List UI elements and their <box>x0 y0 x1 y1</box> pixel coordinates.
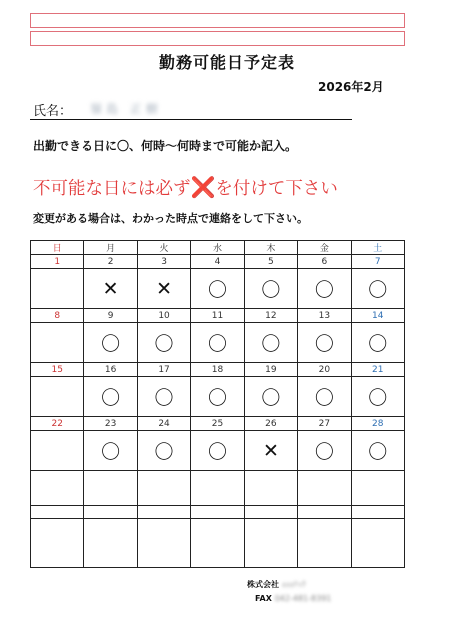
mark-cell[interactable]: 〇 <box>351 377 404 417</box>
mark-cell[interactable]: 〇 <box>298 431 351 471</box>
blank-cell[interactable] <box>31 506 84 519</box>
shift-calendar <box>30 240 405 568</box>
weekday-tue: 火 <box>137 241 190 255</box>
mark-cell[interactable]: 〇 <box>298 377 351 417</box>
weekday-wed: 水 <box>191 241 244 255</box>
mark-cell[interactable]: 〇 <box>191 269 244 309</box>
company-name: ｫｫｫﾃｯｸ <box>281 580 306 589</box>
mark-cell[interactable] <box>31 323 84 363</box>
blank-cell[interactable] <box>244 471 297 506</box>
date-cell: 13 <box>298 309 351 323</box>
date-cell: 28 <box>351 417 404 431</box>
footer-fax <box>255 594 331 603</box>
blank-cell[interactable] <box>191 519 244 568</box>
top-input-box-1 <box>30 13 405 28</box>
mark-cell[interactable]: 〇 <box>351 269 404 309</box>
mark-cell[interactable]: 〇 <box>137 323 190 363</box>
date-cell: 15 <box>31 363 84 377</box>
blank-cell[interactable] <box>137 506 190 519</box>
weekday-sun: 日 <box>31 241 84 255</box>
instruction-line-2: 変更がある場合は、わかった時点で連絡をして下さい。 <box>33 212 308 225</box>
weekday-sat: 土 <box>351 241 404 255</box>
blank-row <box>31 519 405 568</box>
mark-cell[interactable] <box>31 377 84 417</box>
blank-cell[interactable] <box>298 471 351 506</box>
month-date: 2026年2月 <box>318 80 384 94</box>
warning-text-after: を付けて下さい <box>215 179 338 199</box>
date-cell: 9 <box>84 309 137 323</box>
date-cell: 24 <box>137 417 190 431</box>
cross-mark-icon: ❌ <box>190 175 216 199</box>
mark-cell[interactable] <box>31 431 84 471</box>
date-cell: 21 <box>351 363 404 377</box>
mark-cell[interactable]: ✕ <box>244 431 297 471</box>
mark-cell[interactable]: 〇 <box>191 323 244 363</box>
blank-cell[interactable] <box>298 519 351 568</box>
date-cell: 18 <box>191 363 244 377</box>
blank-cell[interactable] <box>351 519 404 568</box>
blank-cell[interactable] <box>351 506 404 519</box>
warning-line <box>33 175 338 200</box>
week-4-marks <box>31 431 405 471</box>
weekday-thu: 木 <box>244 241 297 255</box>
mark-cell[interactable]: ✕ <box>84 269 137 309</box>
date-cell: 27 <box>298 417 351 431</box>
name-value: 嶺島 正樹 <box>90 102 162 116</box>
mark-cell[interactable] <box>31 269 84 309</box>
mark-cell[interactable]: 〇 <box>137 431 190 471</box>
blank-cell[interactable] <box>191 471 244 506</box>
mark-cell[interactable]: 〇 <box>351 431 404 471</box>
mark-cell[interactable]: 〇 <box>84 377 137 417</box>
date-cell: 19 <box>244 363 297 377</box>
mark-cell[interactable]: 〇 <box>244 323 297 363</box>
date-cell: 2 <box>84 255 137 269</box>
date-cell: 23 <box>84 417 137 431</box>
top-input-box-2 <box>30 31 405 46</box>
week-1-dates <box>31 255 405 269</box>
instruction-line-1: 出勤できる日に〇、何時〜何時まで可能か記入。 <box>33 139 298 153</box>
mark-cell[interactable]: 〇 <box>137 377 190 417</box>
date-cell: 8 <box>31 309 84 323</box>
date-cell: 7 <box>351 255 404 269</box>
date-cell: 20 <box>298 363 351 377</box>
date-cell: 16 <box>84 363 137 377</box>
date-cell: 3 <box>137 255 190 269</box>
blank-cell[interactable] <box>137 471 190 506</box>
date-cell: 11 <box>191 309 244 323</box>
weekday-header-row <box>31 241 405 255</box>
blank-cell[interactable] <box>84 506 137 519</box>
blank-cell[interactable] <box>244 519 297 568</box>
fax-label: FAX <box>255 594 272 603</box>
date-cell: 25 <box>191 417 244 431</box>
mark-cell[interactable]: 〇 <box>84 431 137 471</box>
blank-cell[interactable] <box>31 519 84 568</box>
week-3-marks <box>31 377 405 417</box>
week-2-marks <box>31 323 405 363</box>
footer-company <box>247 579 306 590</box>
mark-cell[interactable]: 〇 <box>298 323 351 363</box>
week-1-marks <box>31 269 405 309</box>
mark-cell[interactable]: 〇 <box>191 431 244 471</box>
name-label: 氏名： <box>33 104 73 119</box>
blank-cell[interactable] <box>191 506 244 519</box>
page-title: 勤務可能日予定表 <box>158 53 295 72</box>
date-cell: 17 <box>137 363 190 377</box>
mark-cell[interactable]: 〇 <box>351 323 404 363</box>
date-cell: 10 <box>137 309 190 323</box>
blank-cell[interactable] <box>137 519 190 568</box>
date-cell: 22 <box>31 417 84 431</box>
blank-cell[interactable] <box>244 506 297 519</box>
date-cell: 12 <box>244 309 297 323</box>
mark-cell[interactable]: 〇 <box>84 323 137 363</box>
blank-cell[interactable] <box>298 506 351 519</box>
blank-cell[interactable] <box>84 519 137 568</box>
fax-number: 042-481-8391 <box>274 594 332 603</box>
date-cell: 5 <box>244 255 297 269</box>
mark-cell[interactable]: ✕ <box>137 269 190 309</box>
mark-cell[interactable]: 〇 <box>244 269 297 309</box>
name-field <box>30 96 352 120</box>
date-cell: 14 <box>351 309 404 323</box>
company-label: 株式会社 <box>247 580 279 589</box>
blank-row <box>31 471 405 506</box>
warning-text-before: 不可能な日には必ず <box>33 179 191 199</box>
week-3-dates <box>31 363 405 377</box>
blank-row <box>31 506 405 519</box>
mark-cell[interactable]: 〇 <box>244 377 297 417</box>
date-cell: 26 <box>244 417 297 431</box>
date-cell: 4 <box>191 255 244 269</box>
blank-cell[interactable] <box>31 471 84 506</box>
mark-cell[interactable]: 〇 <box>298 269 351 309</box>
week-4-dates <box>31 417 405 431</box>
mark-cell[interactable]: 〇 <box>191 377 244 417</box>
date-cell: 1 <box>31 255 84 269</box>
week-2-dates <box>31 309 405 323</box>
blank-cell[interactable] <box>84 471 137 506</box>
weekday-fri: 金 <box>298 241 351 255</box>
date-cell: 6 <box>298 255 351 269</box>
blank-cell[interactable] <box>351 471 404 506</box>
weekday-mon: 月 <box>84 241 137 255</box>
